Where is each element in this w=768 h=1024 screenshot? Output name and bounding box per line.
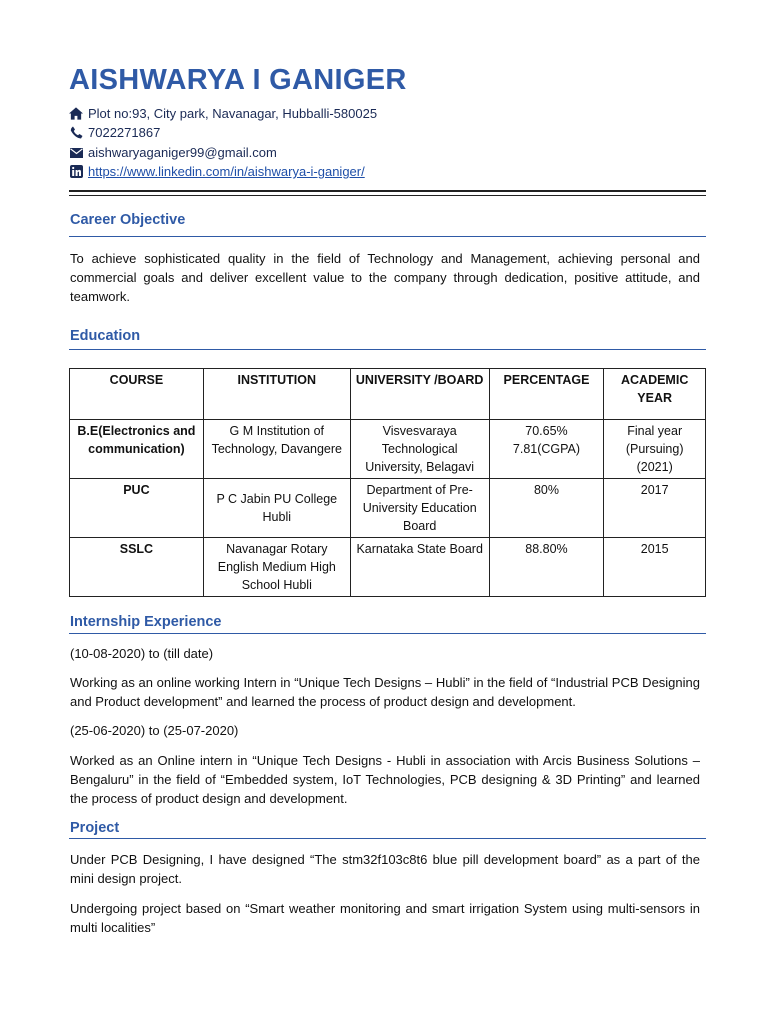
year-cell: Final year (Pursuing) (2021) <box>604 420 706 479</box>
envelope-icon <box>69 146 83 160</box>
board-cell: Karnataka State Board <box>350 538 489 597</box>
internship-date-1: (10-08-2020) to (till date) <box>70 646 214 661</box>
education-heading: Education <box>70 328 141 344</box>
project-text-1: Under PCB Designing, I have designed “The stm32f103c8t6 blue pill development board” as a part of the mini design project. <box>70 852 700 886</box>
career-objective-heading: Career Objective <box>70 212 186 228</box>
header-board: UNIVERSITY /BOARD <box>350 369 489 420</box>
course-cell: SSLC <box>70 538 204 597</box>
institution-cell: G M Institution of Technology, Davangere <box>203 420 350 479</box>
percentage-cell: 70.65% 7.81(CGPA) <box>489 420 604 479</box>
address-text: Plot no:93, City park, Navanagar, Hubballi-580025 <box>88 106 378 121</box>
board-cell: Department of Pre-University Education Board <box>350 479 489 538</box>
education-rule <box>69 349 706 350</box>
header-year: ACADEMIC YEAR <box>604 369 706 420</box>
table-row <box>70 538 706 597</box>
candidate-name: AISHWARYA I GANIGER <box>69 64 407 96</box>
project-text-2: Undergoing project based on “Smart weather monitoring and smart irrigation System using multi-sensors in multi localities” <box>70 901 700 935</box>
header-divider-thin <box>69 195 706 196</box>
project-rule <box>69 838 706 839</box>
project-heading: Project <box>70 820 120 836</box>
internship-text-1: Working as an online working Intern in “Unique Tech Designs – Hubli” in the field of “Industrial PCB Designing and Product development” and learned the process of product design and development. <box>70 675 700 709</box>
header-percentage: PERCENTAGE <box>489 369 604 420</box>
internship-date-2: (25-06-2020) to (25-07-2020) <box>70 723 239 738</box>
board-cell: Visvesvaraya Technological University, Belagavi <box>350 420 489 479</box>
linkedin-link[interactable]: https://www.linkedin.com/in/aishwarya-i-ganiger/ <box>88 164 365 179</box>
header-divider <box>69 190 706 192</box>
year-cell: 2017 <box>604 479 706 538</box>
percentage-cell: 88.80% <box>489 538 604 597</box>
address-line <box>69 106 377 121</box>
internship-heading: Internship Experience <box>70 614 222 630</box>
institution-cell: Navanagar Rotary English Medium High School Hubli <box>203 538 350 597</box>
career-objective-text: To achieve sophisticated quality in the field of Technology and Management, achieving personal and commercial goals and deliver excellent value to the company through dedication, positive attitude, and teamwork. <box>70 251 700 304</box>
linkedin-line <box>69 164 365 179</box>
year-cell: 2015 <box>604 538 706 597</box>
internship-text-2: Worked as an Online intern in “Unique Tech Designs - Hubli in association with Arcis Business Solutions – Bengaluru” in the field of “Embedded system, IoT Technologies, PCB designing & 3D Printing” and learned the process of product design and development. <box>70 753 700 806</box>
phone-icon <box>69 126 83 140</box>
course-cell: PUC <box>70 479 204 538</box>
header-institution: INSTITUTION <box>203 369 350 420</box>
career-objective-rule <box>69 236 706 237</box>
table-row <box>70 479 706 538</box>
home-icon <box>69 107 83 121</box>
email-line <box>69 145 277 160</box>
linkedin-icon <box>69 165 83 179</box>
header-course: COURSE <box>70 369 204 420</box>
education-table <box>69 368 706 597</box>
email-text: aishwaryaganiger99@gmail.com <box>88 145 277 160</box>
table-row <box>70 420 706 479</box>
institution-cell: P C Jabin PU College Hubli <box>203 479 350 538</box>
phone-line <box>69 125 160 140</box>
internship-rule <box>69 633 706 634</box>
table-header-row <box>70 369 706 420</box>
phone-text: 7022271867 <box>88 125 161 140</box>
percentage-cell: 80% <box>489 479 604 538</box>
course-cell: B.E(Electronics and communication) <box>70 420 204 479</box>
